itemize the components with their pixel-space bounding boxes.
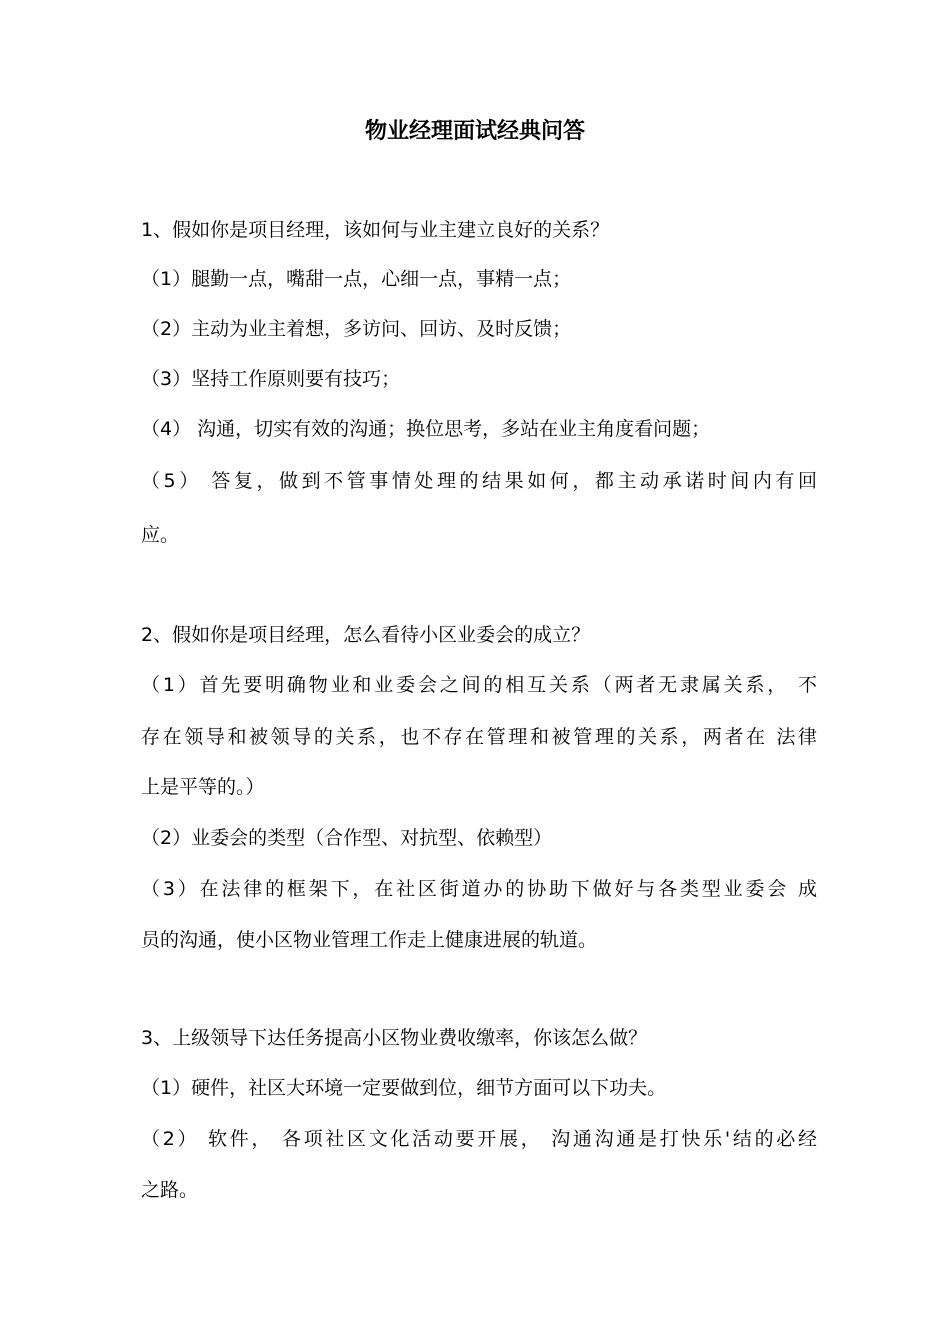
qa-section-2 (141, 622, 817, 954)
answer-1-1: （1）腿勤一点，嘴甜一点，心细一点，事精一点； (141, 268, 572, 290)
answer-1-5-cont: 应。 (141, 524, 180, 546)
answer-3-2-cont: 之路。 (141, 1179, 199, 1201)
answer-2-1: （1）首先要明确物业和业委会之间的相互关系（两者无隶属关系， 不 (141, 674, 817, 696)
answer-1-2: （2）主动为业主着想，多访问、回访、及时反馈； (141, 318, 572, 340)
question-2: 2、假如你是项目经理，怎么看待小区业委会的成立？ (141, 624, 591, 646)
answer-1-3: （3）坚持工作原则要有技巧； (141, 368, 401, 390)
answer-2-2: （2）业委会的类型（合作型、对抗型、依赖型） (141, 827, 553, 849)
qa-section-3 (141, 1025, 817, 1204)
answer-2-3-cont: 员的沟通，使小区物业管理工作走上健康进展的轨道。 (141, 929, 598, 951)
page-title: 物业经理面试经典问答 (364, 119, 585, 144)
answer-2-1-cont-a: 存在领导和被领导的关系，也不存在管理和被管理的关系，两者在 法律 (141, 726, 817, 748)
answer-2-1-cont-b: 上是平等的。） (141, 776, 265, 798)
answer-1-5: （5） 答复，做到不管事情处理的结果如何，都主动承诺时间内有回 (141, 470, 817, 492)
answer-3-1: （1）硬件，社区大环境一定要做到位，细节方面可以下功夫。 (141, 1077, 667, 1099)
answer-3-2: （2） 软件， 各项社区文化活动要开展， 沟通沟通是打快乐'结的必经 (141, 1128, 817, 1150)
answer-2-3: （3）在法律的框架下，在社区街道办的协助下做好与各类型业委会 成 (141, 878, 817, 900)
question-1: 1、假如你是项目经理，该如何与业主建立良好的关系？ (141, 219, 610, 241)
qa-section-1 (141, 217, 817, 549)
answer-1-4: （4） 沟通，切实有效的沟通；换位思考，多站在业主角度看问题； (141, 418, 711, 440)
question-3: 3、上级领导下达任务提高小区物业费收缴率，你该怎么做？ (141, 1027, 648, 1049)
